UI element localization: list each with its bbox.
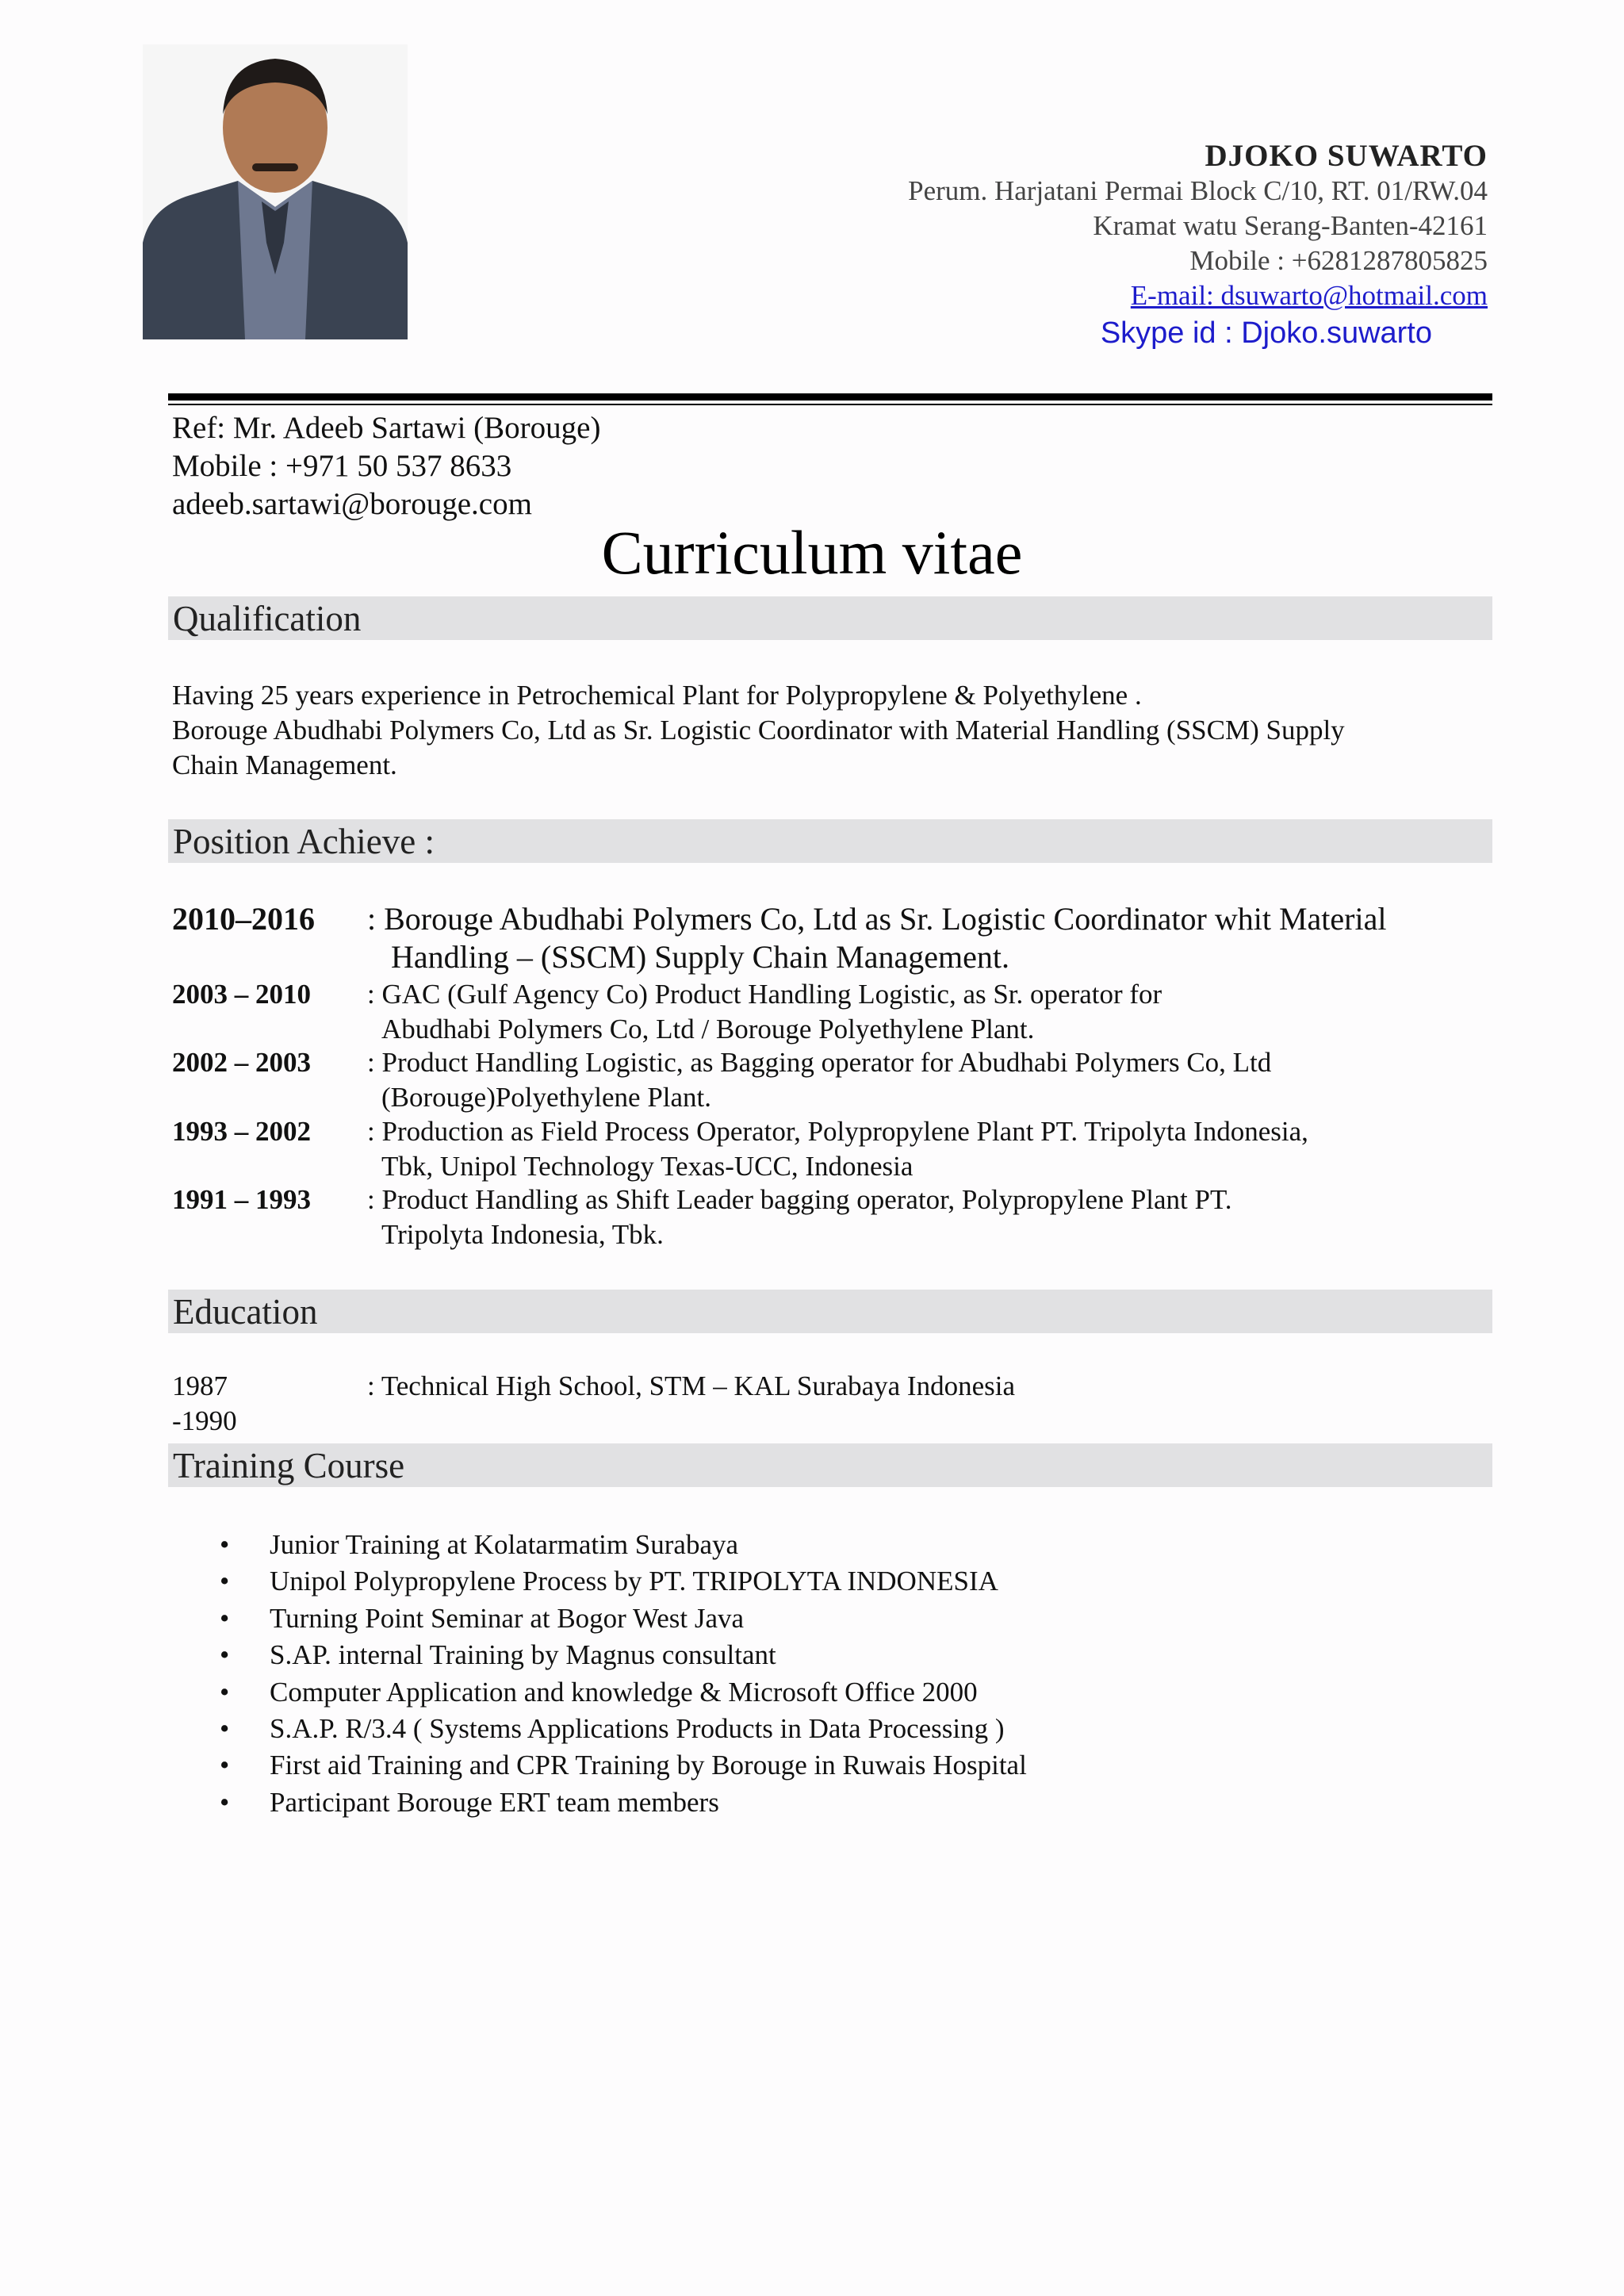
- section-training: [168, 1443, 1492, 1487]
- skype-id: Skype id : Djoko.suwarto: [1100, 316, 1432, 350]
- qualification-line: Having 25 years experience in Petrochemical Plant for Polypropylene & Polyethylene .: [172, 680, 1142, 711]
- reference-block: [172, 409, 600, 523]
- position-description: : Product Handling as Shift Leader bagging operator, Polypropylene Plant PT. Tripolyta Indonesia, Tbk.: [367, 1184, 1232, 1250]
- email-link[interactable]: E-mail: dsuwarto@hotmail.com: [1130, 280, 1488, 311]
- position-years: 2003 – 2010: [172, 979, 311, 1010]
- position-years: 1993 – 2002: [172, 1116, 311, 1147]
- section-heading: Position Achieve :: [173, 822, 435, 861]
- bullet-icon: •: [220, 1750, 230, 1781]
- position-description: : Product Handling Logistic, as Bagging operator for Abudhabi Polymers Co, Ltd (Borouge)Polyethylene Plant.: [367, 1047, 1272, 1113]
- position-description: : Production as Field Process Operator, Polypropylene Plant PT. Tripolyta Indonesia, Tbk, Unipol Technology Texas-UCC, Indonesia: [367, 1116, 1308, 1182]
- portrait-illustration: [143, 44, 408, 339]
- position-description: : GAC (Gulf Agency Co) Product Handling Logistic, as Sr. operator for Abudhabi Polymers Co, Ltd / Borouge Polyethylene Plant.: [367, 979, 1162, 1045]
- bullet-icon: •: [220, 1566, 230, 1597]
- qualification-line: Chain Management.: [172, 749, 397, 780]
- section-qualification: [168, 596, 1492, 640]
- bullet-icon: •: [220, 1529, 230, 1560]
- bullet-icon: •: [220, 1676, 230, 1708]
- qualification-text: [172, 678, 1345, 783]
- education-description: : Technical High School, STM – KAL Surabaya Indonesia: [367, 1370, 1015, 1401]
- section-heading: Training Course: [173, 1446, 405, 1485]
- mobile-number: Mobile : +6281287805825: [1189, 245, 1488, 276]
- bullet-icon: •: [220, 1602, 230, 1634]
- candidate-name: DJOKO SUWARTO: [1205, 139, 1488, 173]
- section-heading: Education: [173, 1292, 318, 1332]
- bullet-icon: •: [220, 1786, 230, 1818]
- bullet-icon: •: [220, 1712, 230, 1744]
- section-positions: [168, 819, 1492, 863]
- position-description: : Borouge Abudhabi Polymers Co, Ltd as Sr. Logistic Coordinator whit Material Handling – (SSCM) Supply Chain Management.: [367, 901, 1387, 975]
- document-title: Curriculum vitae: [601, 518, 1023, 587]
- position-years: 1991 – 1993: [172, 1184, 311, 1215]
- qualification-line: Borouge Abudhabi Polymers Co, Ltd as Sr. Logistic Coordinator with Material Handling (SSCM) Supply: [172, 715, 1345, 746]
- position-years: 2010–2016: [172, 901, 315, 937]
- education-years: 1987 -1990: [172, 1370, 237, 1436]
- address-line-1: Perum. Harjatani Permai Block C/10, RT. 01/RW.04: [908, 175, 1488, 206]
- position-years: 2002 – 2003: [172, 1047, 311, 1078]
- profile-photo: [143, 44, 408, 339]
- contact-block: [908, 139, 1488, 353]
- address-line-2: Kramat watu Serang-Banten-42161: [1093, 210, 1488, 241]
- bullet-icon: •: [220, 1639, 230, 1671]
- header-divider-thin: [168, 404, 1492, 405]
- reference-email: adeeb.sartawi@borouge.com: [172, 487, 532, 521]
- header-divider-thick: [168, 393, 1492, 401]
- reference-name: Ref: Mr. Adeeb Sartawi (Borouge): [172, 411, 601, 445]
- section-heading: Qualification: [173, 599, 362, 638]
- section-education: [168, 1290, 1492, 1333]
- reference-mobile: Mobile : +971 50 537 8633: [172, 449, 512, 483]
